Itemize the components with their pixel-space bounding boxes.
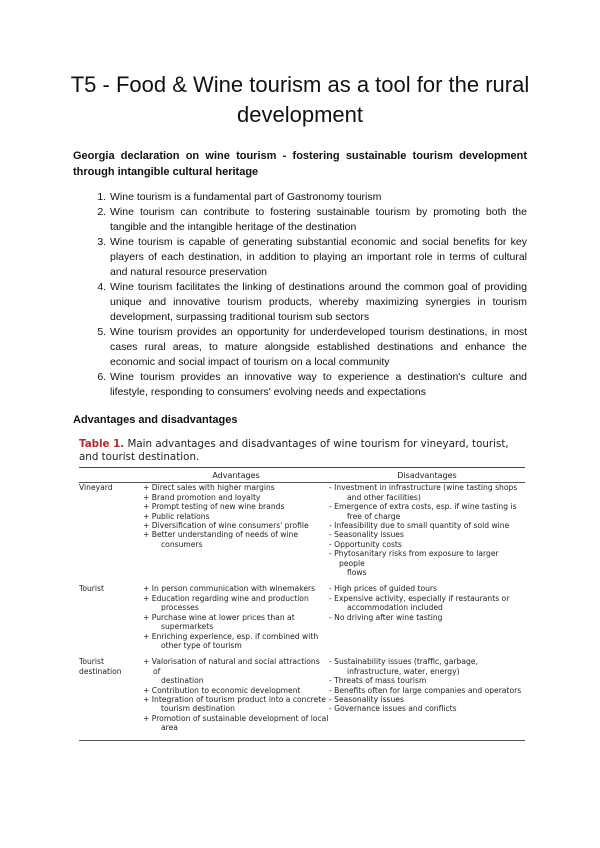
list-item: 1. Wine tourism is a fundamental part of Gastronomy tourism xyxy=(109,190,527,205)
advantage-item xyxy=(143,657,329,685)
item-line: - Investment in infrastructure (wine tasting shops xyxy=(329,483,518,493)
item-continuation: other type of tourism xyxy=(161,640,242,650)
disadvantage-item xyxy=(329,530,525,539)
disadvantage-item xyxy=(329,657,525,676)
advantage-item xyxy=(143,594,329,613)
advantage-item xyxy=(143,714,329,733)
disadvantages-cell xyxy=(329,483,525,585)
advantages-heading: Advantages and disadvantages xyxy=(73,414,238,426)
table-body xyxy=(79,483,525,740)
item-line: + Public relations xyxy=(143,511,210,521)
advantage-item xyxy=(143,530,329,549)
disadvantage-item xyxy=(329,502,525,521)
item-continuation: infrastructure, water, energy) xyxy=(347,666,460,676)
advantage-item xyxy=(143,695,329,714)
item-line: + Brand promotion and loyalty xyxy=(143,492,261,502)
item-line: - Seasonality issues xyxy=(329,694,404,704)
item-line: + Valorisation of natural and social attractions of xyxy=(143,657,320,676)
item-line: - Infeasibility due to small quantity of sold wine xyxy=(329,521,510,531)
table-row xyxy=(79,657,525,739)
header-category xyxy=(79,468,143,483)
disadvantage-item xyxy=(329,613,525,622)
item-continuation: tourism destination xyxy=(161,704,235,714)
advantages-table xyxy=(79,468,525,740)
declaration-heading: Georgia declaration on wine tourism - fostering sustainable tourism development through intangible cultural heritage xyxy=(73,150,527,178)
item-continuation: flows xyxy=(347,568,367,578)
advantage-item xyxy=(143,483,329,492)
item-line: + Integration of tourism product into a concrete xyxy=(143,694,326,704)
item-line: - Governance issues and conflicts xyxy=(329,704,457,714)
item-line: + Contribution to economic development xyxy=(143,685,301,695)
item-line: + In person communication with winemakers xyxy=(143,584,316,594)
disadvantage-item xyxy=(329,521,525,530)
item-line: + Enriching experience, esp. if combined with xyxy=(143,631,319,641)
item-continuation: accommodation included xyxy=(347,603,443,613)
advantage-item xyxy=(143,584,329,593)
item-line: - Threats of mass tourism xyxy=(329,676,427,686)
table-row xyxy=(79,584,525,657)
item-continuation: area xyxy=(161,723,178,733)
item-line: - Sustainability issues (traffic, garbage, xyxy=(329,657,478,667)
item-line: - Emergence of extra costs, esp. if wine tasting is xyxy=(329,502,517,512)
row-category: Tourist destination xyxy=(79,657,122,676)
advantage-item xyxy=(143,493,329,502)
disadvantages-cell xyxy=(329,584,525,657)
table-header-row xyxy=(79,468,525,483)
disadvantages-cell xyxy=(329,657,525,739)
item-line: - Opportunity costs xyxy=(329,539,402,549)
list-item: 6. Wine tourism provides an innovative way to experience a destination's culture and lifestyle, responding to consumers' evolving needs and expectations xyxy=(109,370,527,400)
disadvantage-item xyxy=(329,483,525,502)
item-continuation: processes xyxy=(161,603,199,613)
item-line: - Benefits often for large companies and operators xyxy=(329,685,522,695)
advantages-cell xyxy=(143,584,329,657)
item-line: + Diversification of wine consumers' profile xyxy=(143,521,309,531)
item-continuation: supermarkets xyxy=(161,622,214,632)
table-caption-label: Table 1. xyxy=(79,438,125,450)
disadvantage-item xyxy=(329,584,525,593)
advantages-cell xyxy=(143,657,329,739)
item-line: + Direct sales with higher margins xyxy=(143,483,275,493)
item-continuation: destination xyxy=(161,676,204,686)
disadvantage-item xyxy=(329,695,525,704)
item-line: - Phytosanitary risks from exposure to larger people xyxy=(329,549,499,568)
advantage-item xyxy=(143,686,329,695)
page-title: T5 - Food & Wine tourism as a tool for the rural development xyxy=(70,72,530,127)
item-line: - Expensive activity, especially if restaurants or xyxy=(329,593,510,603)
table-caption-text: Main advantages and disadvantages of wine tourism for vineyard, tourist, and tourist destination. xyxy=(79,438,509,463)
declaration-points-list xyxy=(73,190,527,400)
item-line: - No driving after wine tasting xyxy=(329,612,443,622)
item-continuation: consumers xyxy=(161,539,203,549)
list-item: 5. Wine tourism provides an opportunity for underdeveloped tourism destinations, in most cases rural areas, to mature alongside established destinations and enhance the economic and social impact of tourism on a local community xyxy=(109,325,527,370)
advantage-item xyxy=(143,512,329,521)
item-line: + Education regarding wine and production xyxy=(143,593,309,603)
row-category: Tourist xyxy=(79,584,104,594)
item-line: + Prompt testing of new wine brands xyxy=(143,502,285,512)
disadvantage-item xyxy=(329,549,525,577)
list-item: 4. Wine tourism facilitates the linking of destinations around the common goal of providing unique and innovative tourism products, whereby maximizing synergies in tourism development, surpassing traditional tourism sub sectors xyxy=(109,280,527,325)
item-line: - Seasonality issues xyxy=(329,530,404,540)
header-disadvantages: Disadvantages xyxy=(329,468,525,483)
table-caption xyxy=(79,438,525,464)
advantages-cell xyxy=(143,483,329,585)
item-line: + Promotion of sustainable development of local xyxy=(143,713,329,723)
advantage-item xyxy=(143,613,329,632)
advantage-item xyxy=(143,521,329,530)
disadvantage-item xyxy=(329,704,525,713)
item-continuation: free of charge xyxy=(347,511,401,521)
item-continuation: and other facilities) xyxy=(347,492,421,502)
disadvantage-item xyxy=(329,686,525,695)
table-bottom-rule xyxy=(79,740,525,741)
table-row xyxy=(79,483,525,585)
disadvantage-item xyxy=(329,594,525,613)
row-category: Vineyard xyxy=(79,483,113,493)
advantage-item xyxy=(143,502,329,511)
list-item: 2. Wine tourism can contribute to fostering sustainable tourism by promoting both the tangible and the intangible heritage of the destination xyxy=(109,205,527,235)
advantage-item xyxy=(143,632,329,651)
header-advantages: Advantages xyxy=(143,468,329,483)
list-item: 3. Wine tourism is capable of generating substantial economic and social benefits for key players of each destination, in addition to playing an important role in terms of cultural and natural resource preservation xyxy=(109,235,527,280)
disadvantage-item xyxy=(329,676,525,685)
disadvantage-item xyxy=(329,540,525,549)
item-line: + Better understanding of needs of wine xyxy=(143,530,299,540)
item-line: + Purchase wine at lower prices than at xyxy=(143,612,295,622)
item-line: - High prices of guided tours xyxy=(329,584,438,594)
table-figure xyxy=(79,438,525,741)
